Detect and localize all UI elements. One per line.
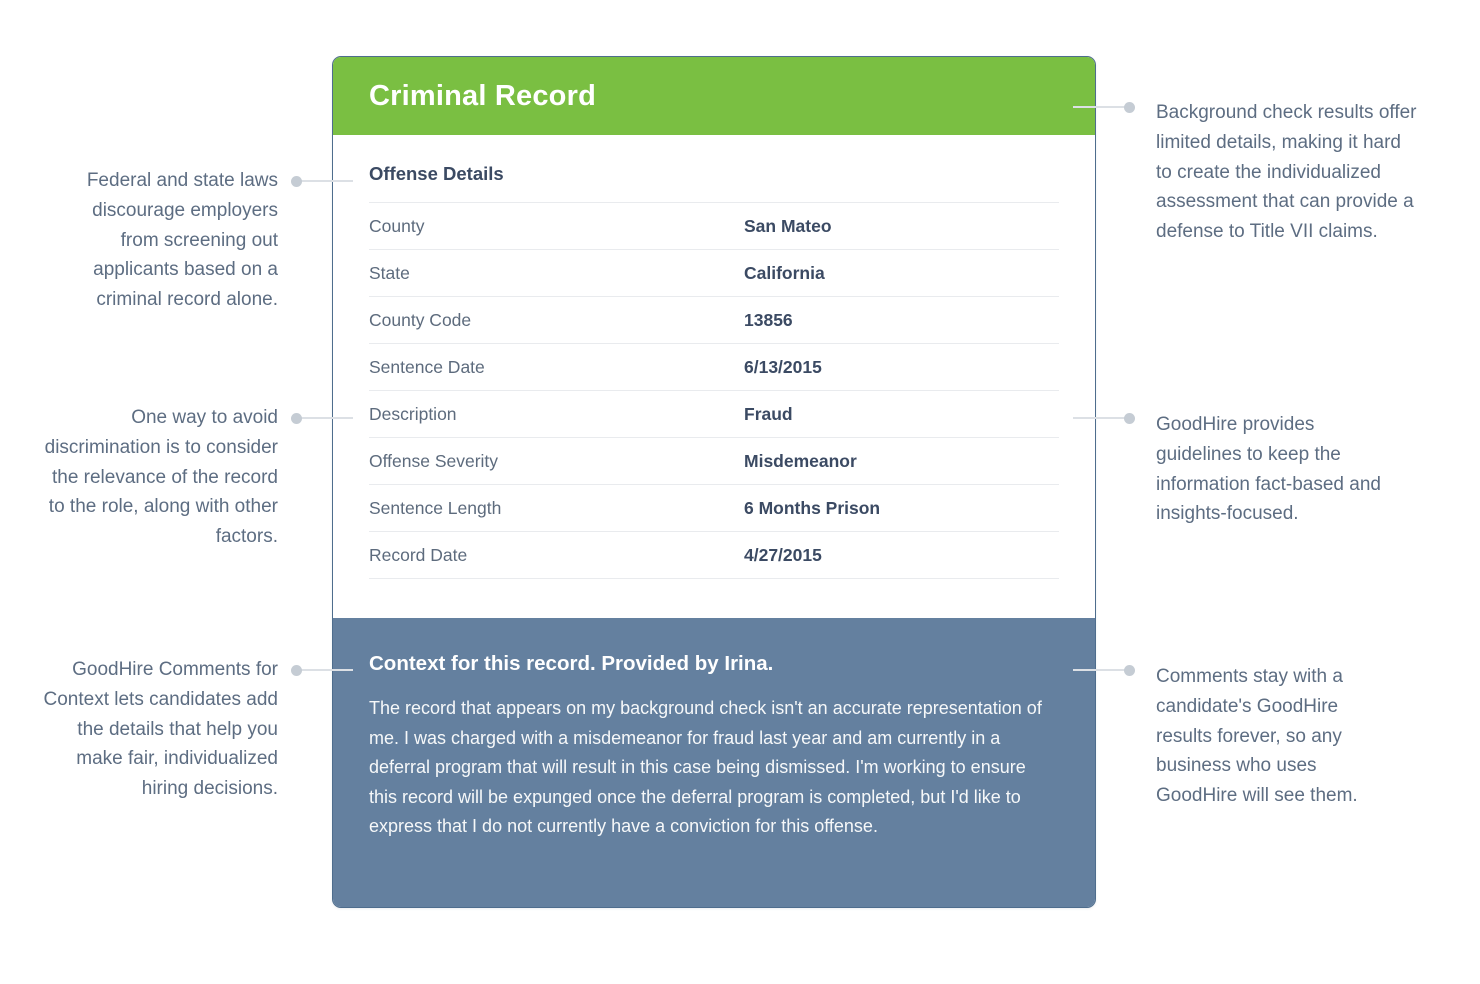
- field-label: County: [369, 215, 425, 236]
- field-value: Misdemeanor: [744, 450, 857, 471]
- annotation-left-comments-for-context: GoodHire Comments for Context lets candidates add the details that help you make fair, individualized hiring decisions.: [43, 659, 278, 800]
- annotation-right-guidelines: GoodHire provides guidelines to keep the information fact-based and insights-focused.: [1156, 414, 1381, 525]
- annotation-right-limited-details: Background check results offer limited details, making it hard to create the individualized assessment that can provide a defense to Title VII claims.: [1156, 102, 1417, 243]
- annotation-left-avoid-discrimination: One way to avoid discrimination is to consider the relevance of the record to the role, along with other factors.: [44, 407, 278, 548]
- field-value: 13856: [744, 309, 793, 330]
- connector-dot: [1124, 413, 1135, 424]
- connector-dot: [1124, 665, 1135, 676]
- comment-body: The record that appears on my background check isn't an accurate representation of me. I was charged with a misdemeanor for fraud last year and am currently in a deferral program that will result in this case being dismissed. I'm working to ensure this record will be expunged once the deferral program is completed, but I'd like to express that I do not currently have a conviction for this offense.: [369, 698, 1042, 836]
- field-label: County Code: [369, 309, 472, 330]
- connector-dot: [291, 413, 302, 424]
- field-value: 6 Months Prison: [744, 497, 881, 518]
- connector-line: [1073, 106, 1129, 108]
- annotation-left-federal-laws: Federal and state laws discourage employers from screening out applicants based on a criminal record alone.: [86, 170, 278, 311]
- field-value: California: [744, 262, 825, 283]
- connector-line: [1073, 669, 1129, 671]
- field-label: State: [369, 262, 410, 283]
- offense-details-heading: Offense Details: [369, 163, 1059, 203]
- table-row-state: [369, 250, 1059, 297]
- table-row-sentence-length: [369, 485, 1059, 532]
- criminal-record-card: [332, 56, 1096, 908]
- field-value: Fraud: [744, 403, 793, 424]
- offense-details-section: [333, 135, 1095, 618]
- comment-title: Context for this record. Provided by Irina.: [369, 652, 774, 675]
- table-row-sentence-date: [369, 344, 1059, 391]
- card-header: [333, 57, 1095, 135]
- comment-section: [333, 618, 1095, 907]
- field-label: Offense Severity: [369, 450, 499, 471]
- table-row-description: [369, 391, 1059, 438]
- field-label: Sentence Date: [369, 356, 485, 377]
- connector-line: [297, 669, 353, 671]
- table-row-offense-severity: [369, 438, 1059, 485]
- annotation-right-comments-stay: Comments stay with a candidate's GoodHire results forever, so any business who uses GoodHire will see them.: [1156, 666, 1358, 807]
- connector-dot: [1124, 102, 1135, 113]
- connector-line: [297, 417, 353, 419]
- field-label: Record Date: [369, 544, 468, 565]
- connector-dot: [291, 176, 302, 187]
- field-value: San Mateo: [744, 215, 832, 236]
- field-value: 4/27/2015: [744, 544, 822, 565]
- field-label: Description: [369, 403, 457, 424]
- table-row-county-code: [369, 297, 1059, 344]
- connector-line: [297, 180, 353, 182]
- card-title: Criminal Record: [369, 79, 596, 112]
- field-value: 6/13/2015: [744, 356, 822, 377]
- connector-line: [1073, 417, 1129, 419]
- table-row-county: [369, 203, 1059, 250]
- connector-dot: [291, 665, 302, 676]
- field-label: Sentence Length: [369, 497, 502, 518]
- table-row-record-date: [369, 532, 1059, 579]
